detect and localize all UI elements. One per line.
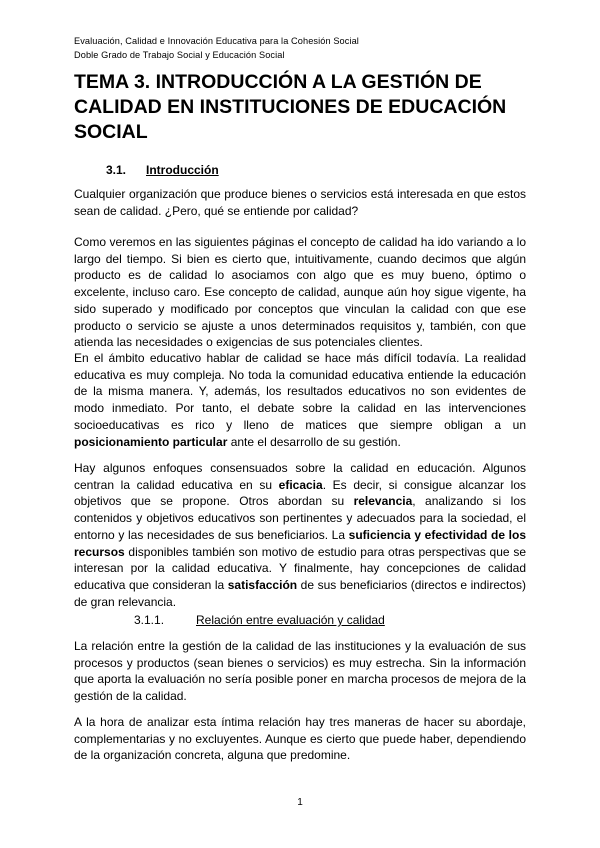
paragraph-3-bold-positioning: posicionamiento particular [74,434,228,449]
paragraph-4-bold-recursos: suficiencia y efectividad de los recursos [74,527,526,559]
paragraph-1: Cualquier organización que produce bienes o servicios está interesada en que estos sean de calidad. ¿Pero, qué se entiende por calidad? [74,187,526,218]
paragraph-4-text-c: . Es decir, si consigue alcanzar los objetivos que se propone. Otros abordan su [74,477,526,509]
subsection-heading [134,612,385,628]
paragraph-4-bold-satisfaccion: satisfacción [227,577,298,592]
paragraph-2: Como veremos en las siguientes páginas el concepto de calidad ha ido variando a lo largo del tiempo. Si bien es cierto que, intuitivamente, cuando decimos que algún producto es de calidad lo asociamos con algo que es muy bueno, óptimo o excelente, incluso caro. Ese concepto de calidad, aunque aún hoy sigue vigente, ha sido superado y modificado por conceptos que vinculan la calidad con que ese producto o servicio se ajuste a unos determinados requisitos y, también, con que atienda las necesidades o exigencias de sus potenciales clientes. [74,235,526,350]
running-header [74,34,359,62]
subsection-title: Relación entre evaluación y calidad [196,613,385,627]
paragraph-6: A la hora de analizar esta íntima relación hay tres maneras de hacer su abordaje, complementarias y no excluyentes. Aunque es cierto que puede haber, dependiendo de la organización concreta, alguna que predomine. [74,715,526,763]
paragraph-5: La relación entre la gestión de la calidad de las instituciones y la evaluación de sus procesos y productos (sean bienes o servicios) es muy estrecha. Sin la información que aporta la evaluación no sería posible poner en marcha procesos de mejora de la gestión de la calidad. [74,639,526,704]
paragraph-3-text-a: En el ámbito educativo hablar de calidad se hace más difícil todavía. La realidad educativa es muy compleja. No toda la comunidad educativa entiende la educación de la misma manera. Y, además, los resultados educativos no son evidentes de modo inmediato. Por tanto, el debate sobre la calidad en las intervenciones socioeducativas es rico y lleno de matices que siempre obligan a un [74,351,526,432]
header-degree: Doble Grado de Trabajo Social y Educación Social [74,50,285,60]
paragraph-3-text-c: ante el desarrollo de su gestión. [227,434,401,449]
section-title: Introducción [146,163,219,177]
page-number: 1 [297,797,303,808]
paragraph-4-bold-eficacia: eficacia [278,477,323,492]
paragraph-4 [74,460,526,610]
paragraph-3 [74,350,526,450]
paragraph-4-text-e: , analizando si los contenidos y objetivos educativos son pertinentes y adecuados para la sociedad, el entorno y las necesidades de sus beneficiarios. La [74,494,526,542]
section-heading [106,162,219,178]
paragraph-4-bold-relevancia: relevancia [353,494,413,509]
paragraph-4-text-g: disponibles también son motivo de estudio para otras perspectivas que se interesan por la calidad educativa. Y finalmente, hay concepciones de calidad educativa que consideran la [74,544,526,592]
header-course-title: Evaluación, Calidad e Innovación Educativa para la Cohesión Social [74,36,359,46]
subsection-number: 3.1.1. [134,613,165,627]
section-number: 3.1. [106,163,127,177]
chapter-title: TEMA 3. INTRODUCCIÓN A LA GESTIÓN DE CALIDAD EN INSTITUCIONES DE EDUCACIÓN SOCIAL [74,71,507,143]
paragraph-4-text-a: Hay algunos enfoques consensuados sobre la calidad en educación. Algunos centran la calidad educativa en su [74,461,526,492]
paragraph-4-text-i: de sus beneficiarios (directos e indirectos) de gran relevancia. [74,577,526,609]
